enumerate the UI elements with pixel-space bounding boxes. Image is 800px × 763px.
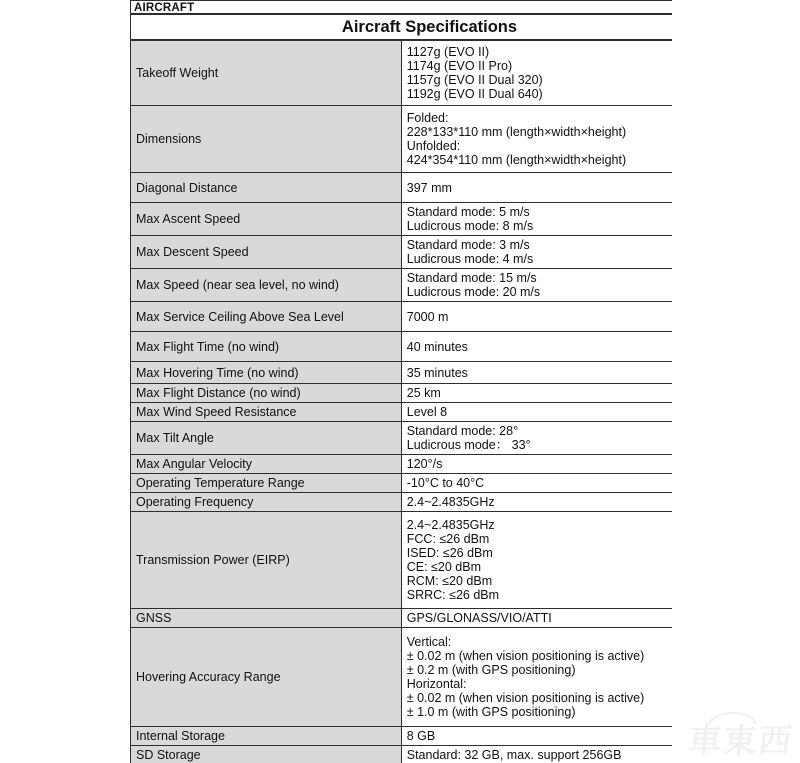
spec-row (131, 628, 673, 727)
spec-label: Max Flight Time (no wind) (131, 332, 402, 362)
spec-label: Dimensions (131, 106, 402, 173)
spec-value-line: ± 0.02 m (when vision positioning is active) (406, 649, 645, 663)
spec-row (131, 362, 673, 384)
spec-row (131, 384, 673, 403)
spec-value-line: 7000 m (406, 309, 449, 324)
spec-value (401, 362, 672, 384)
spec-label: Max Service Ceiling Above Sea Level (131, 302, 402, 332)
spec-value (401, 474, 672, 493)
spec-value-line: CE: ≤20 dBm (406, 560, 481, 574)
spec-value (401, 455, 672, 474)
spec-label: Max Angular Velocity (131, 455, 402, 474)
spec-value-line: ISED: ≤26 dBm (406, 546, 493, 560)
spec-label: Internal Storage (131, 727, 402, 746)
spec-row (131, 332, 673, 362)
section-label: AIRCRAFT (130, 0, 672, 15)
spec-row (131, 403, 673, 422)
spec-row (131, 746, 673, 763)
spec-value (401, 236, 672, 269)
spec-value-line: 120°/s (406, 457, 443, 471)
spec-label: Max Hovering Time (no wind) (131, 362, 402, 384)
spec-value-line: 1174g (EVO II Pro) (406, 59, 513, 73)
spec-value-line: Ludicrous mode: 8 m/s (406, 219, 534, 233)
spec-document (130, 0, 672, 763)
spec-value-line: Level 8 (406, 405, 448, 419)
spec-value (401, 40, 672, 106)
spec-table (130, 15, 672, 763)
table-title-row (131, 15, 673, 40)
table-title: Aircraft Specifications (131, 15, 673, 40)
spec-value (401, 203, 672, 236)
spec-table-rows (131, 40, 673, 763)
spec-value (401, 302, 672, 332)
spec-value (401, 403, 672, 422)
spec-value-line: 8 GB (406, 729, 436, 743)
spec-value (401, 628, 672, 727)
spec-value (401, 422, 672, 455)
spec-label: Operating Temperature Range (131, 474, 402, 493)
watermark (687, 712, 797, 759)
spec-value (401, 512, 672, 609)
spec-value-line: ± 1.0 m (with GPS positioning) (406, 705, 576, 719)
spec-row (131, 727, 673, 746)
spec-label: Max Speed (near sea level, no wind) (131, 269, 402, 302)
spec-value-line: Standard mode: 28° (406, 424, 519, 438)
spec-label: Operating Frequency (131, 493, 402, 512)
spec-value-line: Folded: (406, 111, 449, 125)
spec-label: Diagonal Distance (131, 173, 402, 203)
spec-value (401, 746, 672, 763)
spec-value (401, 727, 672, 746)
spec-value-line: Standard: 32 GB, max. support 256GB (406, 748, 622, 762)
spec-value-line: Standard mode: 5 m/s (406, 205, 530, 219)
spec-row (131, 493, 673, 512)
spec-row (131, 236, 673, 269)
spec-row (131, 512, 673, 609)
spec-value (401, 384, 672, 403)
spec-value-line: Ludicrous mode: 4 m/s (406, 252, 534, 266)
spec-row (131, 173, 673, 203)
spec-value-line: Ludicrous mode： 33° (406, 438, 531, 452)
spec-label: Transmission Power (EIRP) (131, 512, 402, 609)
spec-row (131, 40, 673, 106)
spec-value (401, 609, 672, 628)
spec-label: SD Storage (131, 746, 402, 763)
spec-label: GNSS (131, 609, 402, 628)
spec-value (401, 106, 672, 173)
spec-value-line: Ludicrous mode: 20 m/s (406, 285, 541, 299)
spec-value-line: ± 0.02 m (when vision positioning is active) (406, 691, 645, 705)
spec-value (401, 173, 672, 203)
spec-value-line: 397 mm (406, 180, 452, 195)
spec-value-line: 1127g (EVO II) (406, 45, 490, 59)
spec-value-line: 2.4~2.4835GHz (406, 495, 495, 509)
spec-label: Max Ascent Speed (131, 203, 402, 236)
spec-value-line: FCC: ≤26 dBm (406, 532, 490, 546)
spec-value-line: SRRC: ≤26 dBm (406, 588, 500, 602)
spec-label: Takeoff Weight (131, 40, 402, 106)
spec-value-line: Horizontal: (406, 677, 467, 691)
spec-label: Max Descent Speed (131, 236, 402, 269)
spec-value-line: RCM: ≤20 dBm (406, 574, 493, 588)
spec-value (401, 332, 672, 362)
spec-value-line: 2.4~2.4835GHz (406, 518, 495, 532)
spec-value (401, 493, 672, 512)
spec-value-line: 1192g (EVO II Dual 640) (406, 87, 543, 101)
spec-value-line: 228*133*110 mm (length×width×height) (406, 125, 627, 139)
spec-value-line: Standard mode: 3 m/s (406, 238, 530, 252)
spec-value-line: 424*354*110 mm (length×width×height) (406, 153, 627, 167)
watermark-text: 車東西 (686, 722, 796, 759)
spec-value-line: Standard mode: 15 m/s (406, 271, 537, 285)
spec-value-line: 35 minutes (406, 365, 468, 380)
spec-value-line: -10°C to 40°C (406, 476, 485, 490)
spec-label: Max Flight Distance (no wind) (131, 384, 402, 403)
spec-row (131, 269, 673, 302)
spec-row (131, 455, 673, 474)
spec-value-line: 25 km (406, 386, 441, 400)
spec-row (131, 422, 673, 455)
spec-value-line: ± 0.2 m (with GPS positioning) (406, 663, 576, 677)
spec-row (131, 302, 673, 332)
spec-value (401, 269, 672, 302)
spec-value-line: Vertical: (406, 635, 452, 649)
spec-value-line: 1157g (EVO II Dual 320) (406, 73, 543, 87)
spec-value-line: Unfolded: (406, 139, 461, 153)
spec-row (131, 474, 673, 493)
spec-label: Max Wind Speed Resistance (131, 403, 402, 422)
spec-label: Max Tilt Angle (131, 422, 402, 455)
spec-value-line: GPS/GLONASS/VIO/ATTI (406, 611, 552, 625)
spec-row (131, 106, 673, 173)
spec-label: Hovering Accuracy Range (131, 628, 402, 727)
spec-row (131, 203, 673, 236)
watermark-car-arc-icon (708, 712, 757, 725)
spec-row (131, 609, 673, 628)
spec-value-line: 40 minutes (406, 339, 468, 354)
